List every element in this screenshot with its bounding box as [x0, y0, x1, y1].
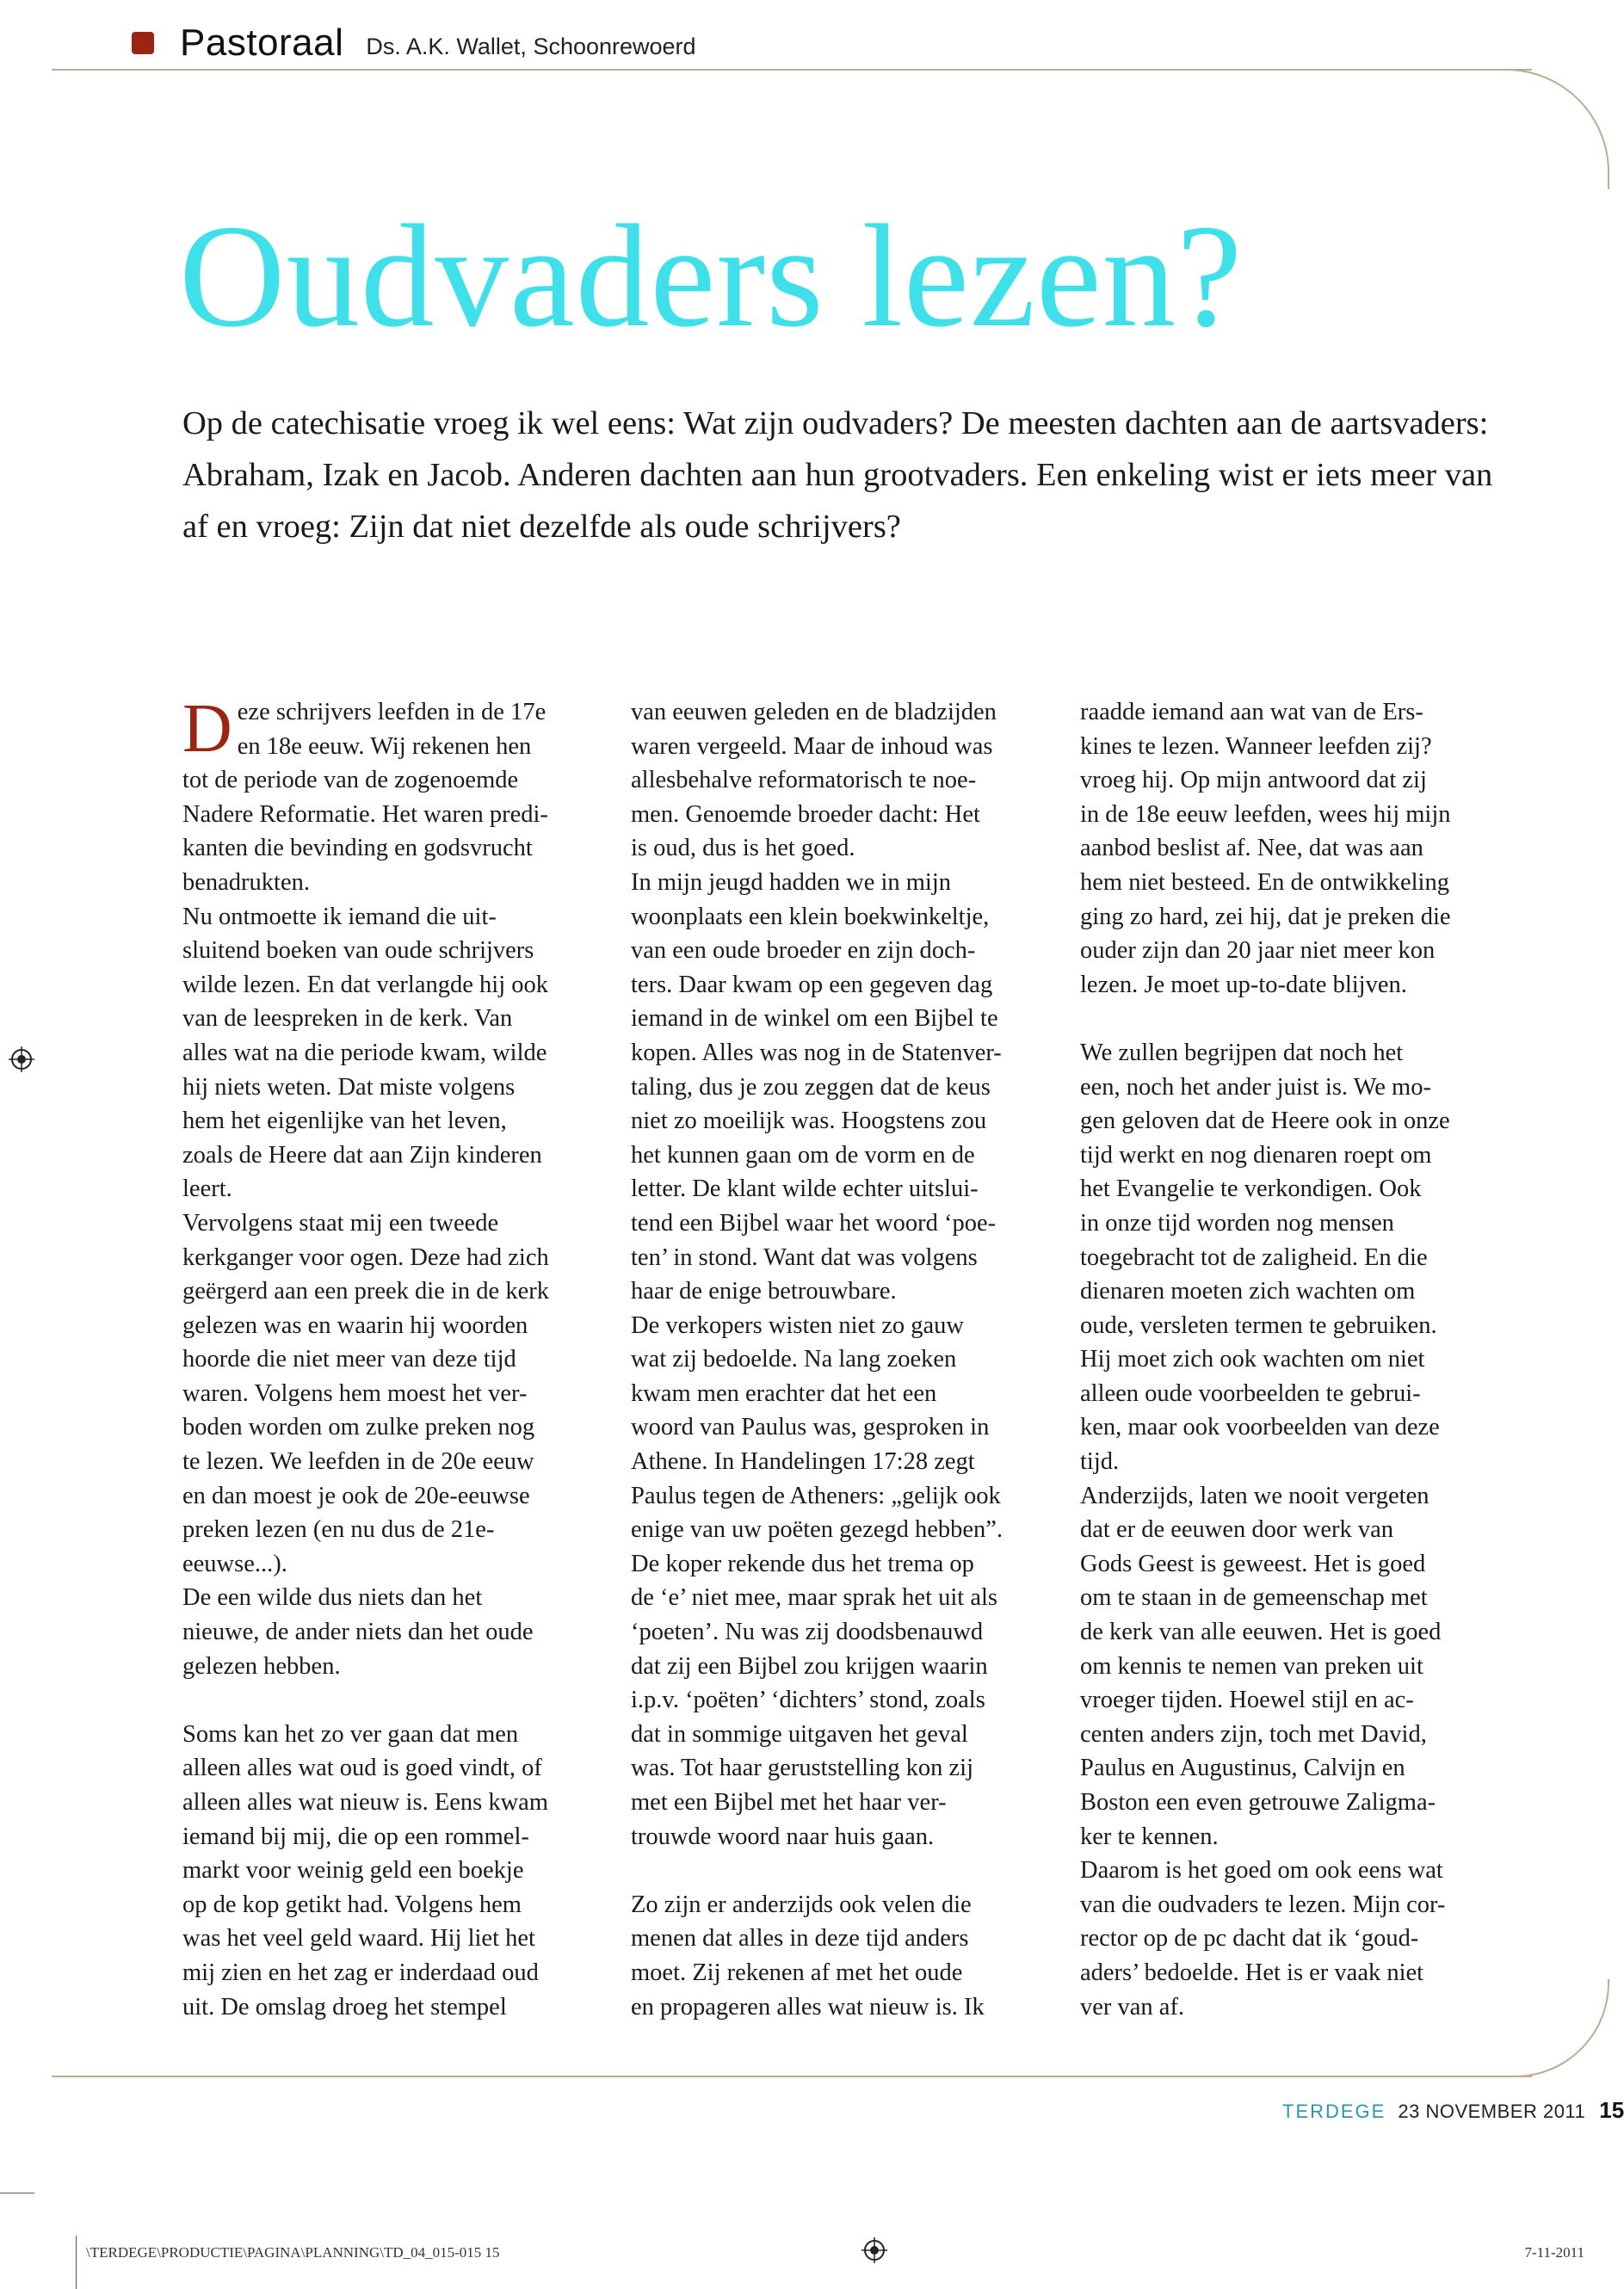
paragraph-text: eze schrijvers leefden in de 17e en 18e eeuw. Wij rekenen hen tot de periode van de zogenoemde Nadere Reformatie. Het waren predi- kanten die bevinding en godsvrucht benadrukten.	[182, 699, 548, 896]
section-label: Pastoraal	[180, 22, 344, 64]
top-corner-rule	[1489, 69, 1609, 189]
paragraph: Daarom is het goed om ook eens wat van die oudvaders te lezen. Mijn cor- rector op de pc dacht dat ik ‘goud- aders’ bedoelde. Het is er vaak niet ver van af.	[1080, 1857, 1446, 2021]
issue-date: 23 NOVEMBER 2011	[1398, 2101, 1586, 2122]
paragraph: Zo zijn er anderzijds ook velen die menen dat alles in deze tijd anders moet. Zij rekenen af met het oude en propageren alles wat nieuw is. Ik	[631, 1891, 985, 2021]
print-slug-date: 7-11-2011	[1524, 2244, 1584, 2261]
paragraph	[182, 691, 630, 900]
paragraph: van eeuwen geleden en de bladzijden waren vergeeld. Maar de inhoud was allesbehalve reformatorisch te noe- men. Genoemde broeder dacht: Het is oud, dus is het goed.	[631, 699, 997, 862]
print-slug-path: \TERDEGE\PRODUCTIE\PAGINA\PLANNING\TD_04_015-015 15	[86, 2244, 500, 2261]
article-intro: Op de catechisatie vroeg ik wel eens: Wat zijn oudvaders? De meesten dachten aan de aartsvaders: Abraham, Izak en Jacob. Anderen dachten aan hun grootvaders. Een enkeling wist er iets meer van af en vroeg: Zijn dat niet dezelfde als oude schrijvers?	[182, 405, 1493, 545]
author-byline: Ds. A.K. Wallet, Schoonrewoerd	[366, 33, 696, 59]
text-column-3	[1080, 695, 1528, 2024]
article-title: Oudvaders lezen?	[179, 194, 1244, 357]
registration-mark-icon	[9, 1046, 34, 1072]
paragraph: Nu ontmoette ik iemand die uit- sluitend boeken van oude schrijvers wilde lezen. En dat verlangde hij ook van de leespreken in de kerk. Van alles wat na die periode kwam, wilde hij niets weten. Dat miste volgens hem het eigenlijke van het leven, zoals de Heere dat aan Zijn kinderen leert.	[182, 903, 548, 1203]
paragraph: In mijn jeugd hadden we in mijn woonplaats een klein boekwinkeltje, van een oude broeder en zijn doch- ters. Daar kwam op een gegeven dag iemand in de winkel om een Bijbel te kopen. Alles was nog in de Statenver- taling, dus je zou zeggen dat de keus niet zo moeilijk was. Hoogstens zou het kunnen gaan om de vorm en de letter. De klant wilde echter uitslui- tend een Bijbel waar het woord ‘poe- ten’ in stond. Want dat was volgens haar de enige betrouwbare.	[631, 868, 1002, 1305]
paragraph: Vervolgens staat mij een tweede kerkganger voor ogen. Deze had zich geërgerd aan een preek die in de kerk gelezen was en waarin hij woorden hoorde die niet meer van deze tijd waren. Volgens hem moest het ver- boden worden om zulke preken nog te lezen. We leefden in de 20e eeuw en dan moest je ook de 20e-eeuwse preken lezen (en nu dus de 21e- eeuwse...).	[182, 1209, 549, 1577]
text-column-2	[631, 695, 1078, 2024]
paragraph: Anderzijds, laten we nooit vergeten dat er de eeuwen door werk van Gods Geest is geweest. Het is goed om te staan in de gemeenschap met de kerk van alle eeuwen. Het is goed om kennis te nemen van preken uit vroeger tijden. Hoewel stijl en ac- centen anders zijn, toch met David, Paulus en Augustinus, Calvijn en Boston een even getrouwe Zaligma- ker te kennen.	[1080, 1482, 1442, 1850]
page-number: 15	[1599, 2097, 1624, 2123]
paragraph: De een wilde dus niets dan het nieuwe, de ander niets dan het oude gelezen hebben.	[182, 1584, 534, 1680]
page-footer	[1282, 2097, 1624, 2124]
paragraph: Soms kan het zo ver gaan dat men alleen alles wat oud is goed vindt, of alleen alles wat nieuw is. Eens kwam iemand bij mij, die op een rommel- markt voor weinig geld een boekje op de kop getikt had. Volgens hem was het veel geld waard. Hij liet het mij zien en het zag er inderdaad oud uit. De omslag droeg het stempel	[182, 1720, 548, 2021]
top-rule	[52, 69, 1532, 71]
bottom-corner-rule	[1489, 1979, 1609, 2077]
paragraph: raadde iemand aan wat van de Ers- kines te lezen. Wanneer leefden zij? vroeg hij. Op mijn antwoord dat zij in de 18e eeuw leefden, wees hij mijn aanbod beslist af. Nee, dat was aan hem niet besteed. En de ontwikkeling ging zo hard, zei hij, dat je preken die ouder zijn dan 20 jaar niet meer kon lezen. Je moet up-to-date blijven.	[1080, 699, 1451, 998]
crop-mark	[76, 2236, 77, 2289]
page-header	[132, 17, 696, 69]
bottom-rule	[52, 2076, 1532, 2077]
registration-mark-icon	[861, 2237, 887, 2263]
text-column-1	[182, 691, 630, 2024]
magazine-name: TERDEGE	[1282, 2101, 1386, 2122]
section-marker-icon	[132, 32, 154, 54]
paragraph: We zullen begrijpen dat noch het een, noch het ander juist is. We mo- gen geloven dat de Heere ook in onze tijd werkt en nog dienaren roept om het Evangelie te verkondigen. Ook in onze tijd worden nog mensen toegebracht tot de zaligheid. En die dienaren moeten zich wachten om oude, versleten termen te gebruiken. Hij moet zich ook wachten om niet alleen oude voorbeelden te gebrui- ken, maar ook voorbeelden van deze tijd.	[1080, 1039, 1450, 1476]
drop-cap: D	[182, 691, 232, 767]
paragraph: De verkopers wisten niet zo gauw wat zij bedoelde. Na lang zoeken kwam men erachter dat het een woord van Paulus was, gesproken in Athene. In Handelingen 17:28 zegt Paulus tegen de Atheners: „gelijk ook enige van uw poëten gezegd hebben”. De koper rekende dus het trema op de ‘e’ niet mee, maar sprak het uit als ‘poeten’. Nu was zij doodsbenauwd dat zij een Bijbel zou krijgen waarin i.p.v. ‘poëten’ ‘dichters’ stond, zoals dat in sommige uitgaven het geval was. Tot haar geruststelling kon zij met een Bijbel met het haar ver- trouwde woord naar huis gaan.	[631, 1311, 1003, 1850]
